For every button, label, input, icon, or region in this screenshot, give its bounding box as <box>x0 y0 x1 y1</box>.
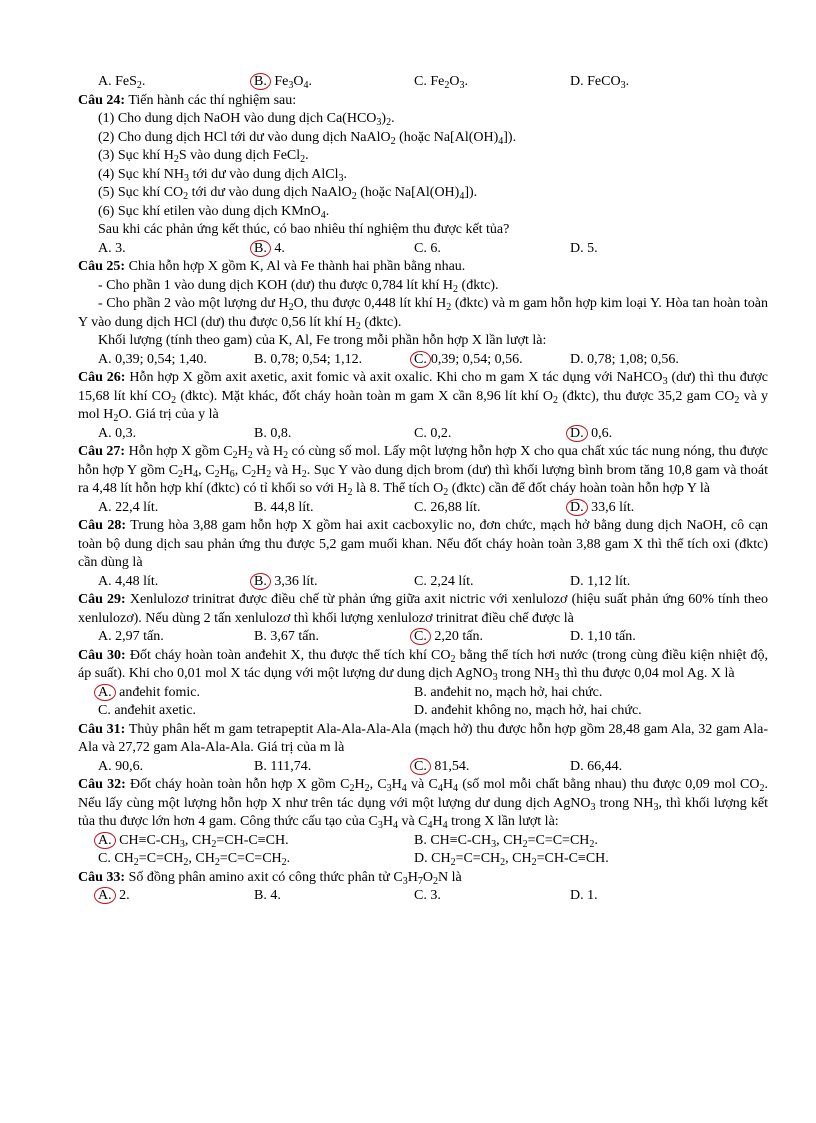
question-33: Câu 33: Số đồng phân amino axit có công thức phân tử $C_3H_7O_2N$ là A. 2. B. 4. C. 3. D. 1. <box>78 869 768 906</box>
option-d: D. 5. <box>570 240 598 256</box>
q24-options <box>78 240 768 259</box>
q23-option-b: B. $Fe_3O_4$. <box>254 73 312 92</box>
q32-options-row2: C. $CH_2=C=CH_2$, $CH_2=C=C=CH_2$. D. $CH_2=C=CH_2$, $CH_2=CH-C\equiv CH$. <box>98 851 609 868</box>
q29-options: A. 2,97 tấn. B. 3,67 tấn. C. 2,20 tấn. D. 1,10 tấn. <box>98 629 636 644</box>
question-32: Câu 32: Đốt cháy hoàn toàn hỗn hợp X gồm $C_2H_2$, $C_3H_4$ và $C_4H_4$ (số mol mỗi chất bằng nhau) thu được 0,09 mol $CO_2$. Nếu lấy cùng một lượng hỗn hợp X như trên tác dụng với một lượng dư dung dịch AgNO$_3$ trong $NH_3$, thì khối lượng kết tủa thu được lớn hơn 4 gam. Công thức cấu tạo của $C_3H_4$ và $C_4H_4$ trong X lần lượt là: A. $CH\equiv C-CH_3$, $CH_2=CH-C\equiv CH$. B. $CH\equiv C-CH_3$, $CH_2=C=C=CH_2$. C. $CH_2=C=CH_2$, $CH_2=C=C=CH_2$. D. $CH_2=C=CH_2$, $CH_2=CH-C\equiv CH$. <box>78 777 768 868</box>
answer-circle-c: C. <box>410 351 431 368</box>
q27-options: A. 22,4 lít. B. 44,8 lít. C. 26,88 lít. D. 33,6 lít. <box>98 499 635 515</box>
q23-option-d: D. FeCO$_3$. <box>570 74 630 91</box>
question-26: Câu 26: Hỗn hợp X gồm axit axetic, axit fomic và axit oxalic. Khi cho m gam X tác dụng với NaHCO$_3$ (dư) thì thu được 15,68 lít khí $CO_2$ (đktc). Mặt khác, đốt cháy hoàn toàn m gam X cần 8,96 lít khí $O_2$ (đktc), thu được 35,2 gam $CO_2$ và y mol $H_2O$. Giá trị của y là A. 0,3. B. 0,8. C. 0,2. D. 0,6. <box>78 369 768 443</box>
experiment-3: (3) Sục khí $H_2S$ vào dung dịch FeCl$_2$. <box>98 148 309 165</box>
option-b: B. 4. <box>254 240 285 259</box>
q32-options-row1: A. $CH\equiv C-CH_3$, $CH_2=CH-C\equiv CH$. B. $CH\equiv C-CH_3$, $CH_2=C=C=CH_2$. <box>78 832 768 851</box>
answer-circle-a: A. <box>94 832 116 849</box>
q23-option-a: A. FeS$_2$. <box>98 74 146 91</box>
experiment-6: (6) Sục khí etilen vào dung dịch KMnO$_4$. <box>98 203 330 221</box>
answer-circle-a: A. <box>94 684 116 701</box>
part-1: - Cho phần 1 vào dung dịch KOH (dư) thu được 0,784 lít khí $H_2$ (đktc). <box>98 277 499 295</box>
question-prompt: Sau khi các phản ứng kết thúc, có bao nhiêu thí nghiệm thu được kết tủa? <box>98 222 510 237</box>
q28-options: A. 4,48 lít. B. 3,36 lít. C. 2,24 lít. D. 1,12 lít. <box>98 573 631 589</box>
answer-circle-b: B. <box>250 73 271 90</box>
answer-circle-c: C. <box>410 758 431 775</box>
question-stem: Tiến hành các thí nghiệm sau: <box>128 92 297 108</box>
q33-options: A. 2. B. 4. C. 3. D. 1. <box>78 887 768 906</box>
question-prompt: Khối lượng (tính theo gam) của K, Al, Fe trong mỗi phần hỗn hợp X lần lượt là: <box>98 333 547 348</box>
part-2: - Cho phần 2 vào một lượng dư $H_2O$, thu được 0,448 lít khí $H_2$ (đktc) và m gam hỗn hợp kim loại Y. Hòa tan hoàn toàn Y vào dung dịch HCl (dư) thu được 0,56 lít khí $H_2$ (đktc). <box>78 296 768 332</box>
answer-circle-d: D. <box>566 425 588 442</box>
option-a: A. 3. <box>98 240 126 256</box>
q25-options: A. 0,39; 0,54; 1,40. B. 0,78; 0,54; 1,12. C. 0,39; 0,54; 0,56. D. 0,78; 1,08; 0,56. <box>98 351 679 367</box>
q23-options <box>78 73 768 92</box>
option-c: C. 6. <box>414 240 441 256</box>
question-25: Câu 25: Chia hỗn hợp X gồm K, Al và Fe thành hai phần bằng nhau. - Cho phần 1 vào dung dịch KOH (dư) thu được 0,784 lít khí $H_2$ (đktc). - Cho phần 2 vào một lượng dư $H_2O$, thu được 0,448 lít khí $H_2$ (đktc) và m gam hỗn hợp kim loại Y. Hòa tan hoàn toàn Y vào dung dịch HCl (dư) thu được 0,56 lít khí $H_2$ (đktc). Khối lượng (tính theo gam) của K, Al, Fe trong mỗi phần hỗn hợp X lần lượt là: A. 0,39; 0,54; 1,40. B. 0,78; 0,54; 1,12. C. 0,39; 0,54; 0,56. D. 0,78; 1,08; 0,56. <box>78 258 768 369</box>
q26-options: A. 0,3. B. 0,8. C. 0,2. D. 0,6. <box>98 425 613 441</box>
question-number: Câu 24: <box>78 92 126 108</box>
experiment-5: (5) Sục khí $CO_2$ tới dư vào dung dịch NaAlO$_2$ (hoặc $Na[Al(OH)_4]$). <box>98 185 478 202</box>
question-29: Câu 29: Xenlulozơ trinitrat được điều chế từ phản ứng giữa axit nictric với xenlulozơ (hiệu suất phản ứng 60% tính theo xenlulozơ). Nếu dùng 2 tấn xenlulozơ thì khối lượng xenlulozơ trinitrat điều chế được là A. 2,97 tấn. B. 3,67 tấn. C. 2,20 tấn. D. 1,10 tấn. <box>78 591 768 647</box>
question-28: Câu 28: Trung hòa 3,88 gam hỗn hợp X gồm hai axit cacboxylic no, đơn chức, mạch hở bằng dung dịch NaOH, cô cạn toàn bộ dung dịch sau phản ứng thu được 5,2 gam muối khan. Nếu đốt cháy hoàn toàn 3,88 gam X thì thể tích oxi (đktc) cần dùng là A. 4,48 lít. B. 3,36 lít. C. 2,24 lít. D. 1,12 lít. <box>78 517 768 591</box>
q30-options-row1: A. anđehit fomic. B. anđehit no, mạch hở, hai chức. <box>78 684 768 703</box>
q31-options: A. 90,6. B. 111,74. C. 81,54. D. 66,44. <box>98 758 623 774</box>
experiment-4: (4) Sục khí $NH_3$ tới dư vào dung dịch AlCl$_3$. <box>98 166 347 184</box>
question-24 <box>78 92 768 259</box>
experiment-1: (1) Cho dung dịch NaOH vào dung dịch $Ca(HCO_3)_2$. <box>98 111 395 128</box>
question-31: Câu 31: Thủy phân hết m gam tetrapeptit Ala-Ala-Ala-Ala (mạch hở) thu được hỗn hợp gồm 28,48 gam Ala, 32 gam Ala-Ala và 27,72 gam Ala-Ala-Ala. Giá trị của m là A. 90,6. B. 111,74. C. 81,54. D. 66,44. <box>78 721 768 777</box>
q23-option-c: C. $Fe_2O_3$. <box>414 74 468 91</box>
experiment-2: (2) Cho dung dịch HCl tới dư vào dung dịch NaAlO$_2$ (hoặc $Na[Al(OH)_4]$). <box>98 129 517 147</box>
answer-circle-b: B. <box>250 573 271 590</box>
exam-document <box>78 73 768 906</box>
question-27: Câu 27: Hỗn hợp X gồm $C_2H_2$ và $H_2$ có cùng số mol. Lấy một lượng hỗn hợp X cho qua chất xúc tác nung nóng, thu được hỗn hợp Y gồm $C_2H_4$, $C_2H_6$, $C_2H_2$ và $H_2$. Sục Y vào dung dịch brom (dư) thì khối lượng bình brom tăng 10,8 gam và thoát ra 4,48 lít hỗn hợp khí (đktc) có tỉ khối so với $H_2$ là 8. Thể tích $O_2$ (đktc) cần để đốt cháy hoàn toàn hỗn hợp Y là A. 22,4 lít. B. 44,8 lít. C. 26,88 lít. D. 33,6 lít. <box>78 443 768 517</box>
answer-circle-a: A. <box>94 887 116 904</box>
q30-options-row2: C. anđehit axetic. D. anđehit không no, mạch hở, hai chức. <box>98 703 642 718</box>
answer-circle-b: B. <box>250 240 271 257</box>
question-30: Câu 30: Đốt cháy hoàn toàn anđehit X, thu được thể tích khí $CO_2$ bằng thể tích hơi nước (trong cùng điều kiện nhiệt độ, áp suất). Khi cho 0,01 mol X tác dụng với một lượng dư dung dịch AgNO$_3$ trong $NH_3$ thì thu được 0,04 mol Ag. X là A. anđehit fomic. B. anđehit no, mạch hở, hai chức. C. anđehit axetic. D. anđehit không no, mạch hở, hai chức. <box>78 647 768 721</box>
answer-circle-d: D. <box>566 499 588 516</box>
answer-circle-c: C. <box>410 628 431 645</box>
